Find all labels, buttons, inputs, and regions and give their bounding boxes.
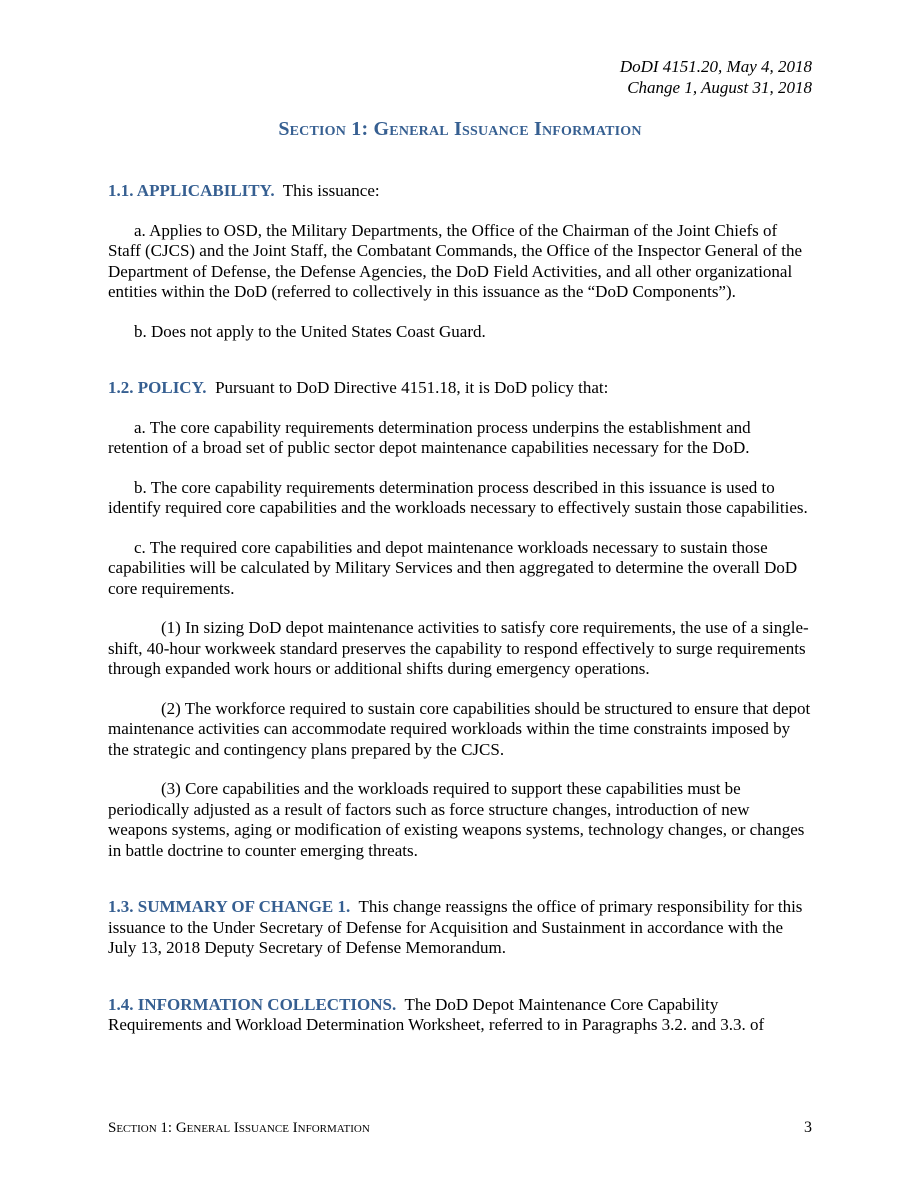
section-1-2 [108,378,813,399]
header-change: Change 1, August 31, 2018 [627,78,812,97]
paragraph: c. The required core capabilities and depot maintenance workloads necessary to sustain those capabilities will be calculated by Military Services and then aggregated to determine the overall DoD core requirements. [108,537,798,598]
header-doc-id: DoDI 4151.20, May 4, 2018 [619,57,812,76]
paragraph: a. The core capability requirements determination process underpins the establishment and retention of a broad set of public sector depot maintenance capabilities necessary for the DoD. [108,417,751,457]
section-1-3 [108,897,813,959]
subparagraph: (1) In sizing DoD depot maintenance activities to satisfy core requirements, the use of a single-shift, 40-hour workweek standard preserves the capability to respond effectively to surge requirements through expanded work hours or additional shifts during emergency operations. [108,618,809,678]
page-number: 3 [804,1119,812,1136]
document-header [620,56,812,98]
section-heading: 1.1. APPLICABILITY. [108,181,275,200]
section-heading: 1.3. SUMMARY OF CHANGE 1. [108,897,351,916]
footer-label: Section 1: General Issuance Information [108,1120,370,1136]
section-intro: This change reassigns the office of primary responsibility for this issuance to the Under Secretary of Defense for Acquisition and Sustainment in accordance with the July 13, 2018 Deputy Secretary of Defense Memorandum. [108,897,803,957]
paragraph: a. Applies to OSD, the Military Departments, the Office of the Chairman of the Joint Chiefs of Staff (CJCS) and the Joint Staff, the Combatant Commands, the Office of the Inspector General of the Department of Defense, the Defense Agencies, the DoD Field Activities, and all other organizational entities within the DoD (referred to collectively in this issuance as the “DoD Components”). [108,220,803,301]
section-intro: The DoD Depot Maintenance Core Capability Requirements and Workload Determination Worksheet, referred to in Paragraphs 3.2. and 3.3. of [108,994,765,1034]
section-1-4 [108,995,813,1036]
section-intro: Pursuant to DoD Directive 4151.18, it is DoD policy that: [215,378,609,397]
section-heading: 1.4. INFORMATION COLLECTIONS. [108,994,397,1014]
section-title: Section 1: General Issuance Information [278,118,642,140]
section-heading: 1.2. POLICY. [108,378,207,397]
paragraph: b. The core capability requirements determination process described in this issuance is used to identify required core capabilities and the workloads necessary to effectively sustain those capabilities. [108,477,808,517]
section-1-1 [108,181,813,202]
document-footer [108,1118,812,1139]
subparagraph: (2) The workforce required to sustain core capabilities should be structured to ensure that depot maintenance activities can accommodate required workloads within the time constraints imposed by the strategic and contingency plans prepared by the CJCS. [108,698,811,759]
paragraph: b. Does not apply to the United States Coast Guard. [134,321,486,341]
section-intro: This issuance: [282,181,380,200]
subparagraph: (3) Core capabilities and the workloads required to support these capabilities must be periodically adjusted as a result of factors such as force structure changes, introduction of new weapons systems, aging or modification of existing weapons systems, technology changes, or changes in battle doctrine to counter emerging threats. [108,779,805,860]
document-body [108,181,813,1036]
